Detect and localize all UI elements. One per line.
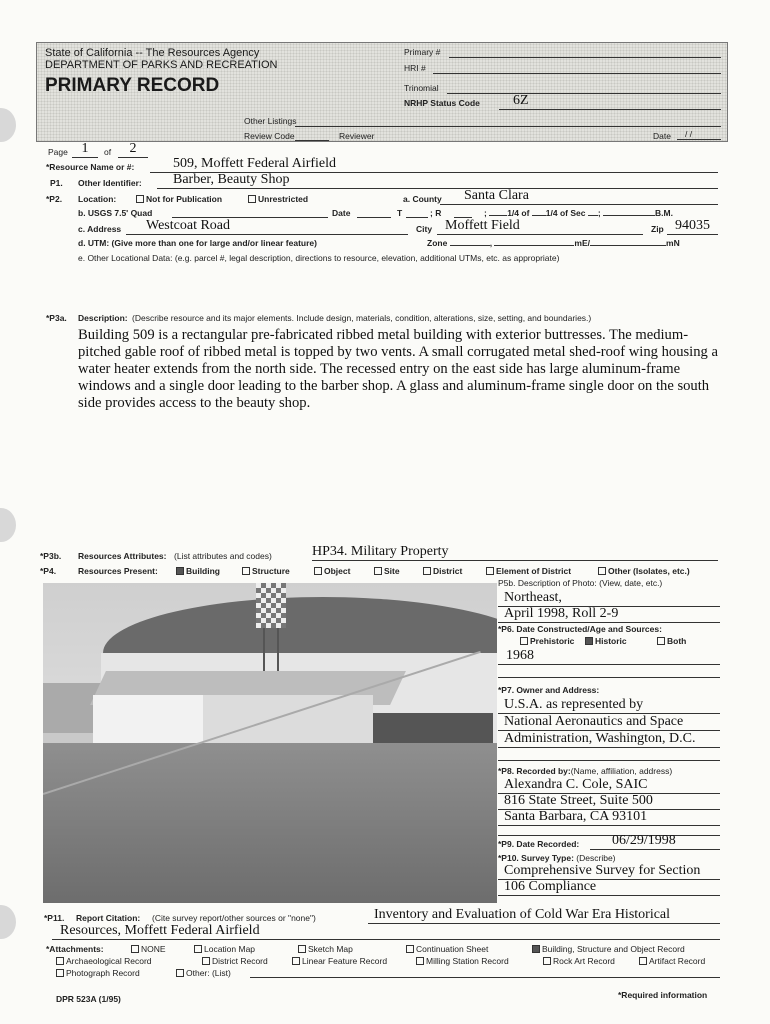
- p3a-label: Description:: [78, 313, 128, 323]
- p4-district-checkbox[interactable]: District: [423, 566, 462, 576]
- usgs-label: b. USGS 7.5' Quad: [78, 208, 153, 218]
- p1-num: P1.: [50, 178, 63, 188]
- recorded-by-line[interactable]: 816 State Street, Suite 500: [498, 793, 720, 810]
- utm-fields[interactable]: Zone , mE/ mN: [427, 238, 680, 248]
- p9-label: *P9. Date Recorded:: [498, 839, 580, 849]
- p3a-num: *P3a.: [46, 313, 67, 323]
- city-label: City: [416, 224, 433, 234]
- attach-other[interactable]: Other: (List): [176, 968, 231, 978]
- recorded-by-line[interactable]: Alexandra C. Cole, SAIC: [498, 777, 720, 794]
- building-photo: [43, 583, 497, 903]
- attach-rock-art[interactable]: Rock Art Record: [543, 956, 615, 966]
- p10-label: *P10. Survey Type: (Describe): [498, 853, 616, 863]
- form-title: PRIMARY RECORD: [45, 75, 220, 96]
- page-total: 2: [118, 141, 148, 158]
- department: DEPARTMENT OF PARKS AND RECREATION: [45, 59, 278, 71]
- p11-num: *P11.: [44, 913, 65, 923]
- page-current: 1: [72, 141, 98, 158]
- p3b-num: *P3b.: [40, 551, 62, 561]
- p4-element-of-district-checkbox[interactable]: Element of District: [486, 566, 571, 576]
- photo-description-line[interactable]: Northeast,: [498, 590, 720, 607]
- p4-num: *P4.: [40, 566, 57, 576]
- primary-label: Primary #: [404, 47, 441, 57]
- zip-label: Zip: [651, 224, 664, 234]
- p3b-hint: (List attributes and codes): [174, 551, 272, 561]
- attachments-label: *Attachments:: [46, 944, 104, 954]
- review-code-field[interactable]: [295, 140, 329, 141]
- address-label: c. Address: [78, 224, 122, 234]
- county-field[interactable]: Santa Clara: [440, 188, 718, 205]
- p4-other-checkbox[interactable]: Other (Isolates, etc.): [598, 566, 690, 576]
- attach-building-record[interactable]: Building, Structure and Object Record: [532, 944, 685, 954]
- recorded-by-line[interactable]: Santa Barbara, CA 93101: [498, 809, 720, 826]
- hri-label: HRI #: [404, 63, 426, 73]
- p11-hint: (Cite survey report/other sources or "none"): [152, 913, 316, 923]
- other-locational-data: e. Other Locational Data: (e.g. parcel #, legal description, directions to resource, elevation, additional UTMs, etc. as appropriate): [78, 253, 560, 263]
- attach-photograph[interactable]: Photograph Record: [56, 968, 140, 978]
- attach-location-map[interactable]: Location Map: [194, 944, 255, 954]
- date-label: Date: [653, 131, 671, 141]
- required-note: *Required information: [618, 990, 708, 1000]
- p11-label: Report Citation:: [76, 913, 141, 923]
- attach-archaeological[interactable]: Archaeological Record: [56, 956, 152, 966]
- survey-type-line[interactable]: Comprehensive Survey for Section: [498, 863, 720, 880]
- township-label: T: [397, 208, 403, 218]
- date-recorded-field[interactable]: 06/29/1998: [590, 833, 720, 850]
- p4-label: Resources Present:: [78, 566, 158, 576]
- nrhp-label: NRHP Status Code: [404, 98, 480, 108]
- p6-both-checkbox[interactable]: Both: [657, 636, 686, 646]
- hri-field[interactable]: [433, 73, 721, 74]
- p5b-label: P5b. Description of Photo: (View, date, etc.): [498, 578, 663, 588]
- owner-line[interactable]: Administration, Washington, D.C.: [498, 731, 720, 748]
- punch-hole: [0, 108, 16, 142]
- township-field[interactable]: [406, 217, 428, 218]
- attach-artifact[interactable]: Artifact Record: [639, 956, 705, 966]
- review-code-label: Review Code: [244, 131, 295, 141]
- p4-object-checkbox[interactable]: Object: [314, 566, 350, 576]
- owner-line-blank[interactable]: [498, 760, 720, 761]
- form-header: [36, 42, 728, 142]
- p2-num: *P2.: [46, 194, 63, 204]
- nrhp-status-code[interactable]: 6Z: [499, 93, 721, 110]
- attach-milling-station[interactable]: Milling Station Record: [416, 956, 509, 966]
- primary-field[interactable]: [449, 57, 721, 58]
- address-field[interactable]: Westcoat Road: [126, 218, 408, 235]
- resource-name-field[interactable]: 509, Moffett Federal Airfield: [150, 156, 718, 173]
- p6-historic-checkbox[interactable]: Historic: [585, 636, 627, 646]
- form-number: DPR 523A (1/95): [56, 994, 121, 1004]
- p4-building-checkbox[interactable]: Building: [176, 566, 220, 576]
- attach-other-field[interactable]: [250, 977, 720, 978]
- report-citation-line[interactable]: Inventory and Evaluation of Cold War Era Historical: [368, 907, 720, 924]
- owner-line[interactable]: National Aeronautics and Space: [498, 714, 720, 731]
- county-label: a. County: [403, 194, 442, 204]
- quarter-of-label: ; 1/4 of 1/4 of Sec ; B.M.: [484, 208, 673, 218]
- punch-hole: [0, 508, 16, 542]
- p6-prehistoric-checkbox[interactable]: Prehistoric: [520, 636, 574, 646]
- page-label: Page: [48, 147, 68, 157]
- not-for-publication-checkbox[interactable]: Not for Publication: [136, 194, 222, 204]
- p3a-hint: (Describe resource and its major elements. Include design, materials, condition, alterations, size, setting, and boundaries.): [132, 313, 592, 323]
- p4-site-checkbox[interactable]: Site: [374, 566, 400, 576]
- p4-structure-checkbox[interactable]: Structure: [242, 566, 290, 576]
- report-citation-line[interactable]: Resources, Moffett Federal Airfield: [52, 923, 720, 940]
- attach-linear-feature[interactable]: Linear Feature Record: [292, 956, 387, 966]
- other-identifier-field[interactable]: Barber, Beauty Shop: [157, 172, 718, 189]
- resource-name-label: *Resource Name or #:: [46, 162, 135, 172]
- survey-type-line[interactable]: 106 Compliance: [498, 879, 720, 896]
- range-label: ; R: [430, 208, 442, 218]
- attach-continuation-sheet[interactable]: Continuation Sheet: [406, 944, 488, 954]
- date-constructed-line2[interactable]: [498, 677, 720, 678]
- p6-label: *P6. Date Constructed/Age and Sources:: [498, 624, 662, 634]
- agency: State of California -- The Resources Agency: [45, 47, 260, 59]
- other-listings-field[interactable]: [295, 126, 721, 127]
- p7-label: *P7. Owner and Address:: [498, 685, 600, 695]
- owner-line[interactable]: U.S.A. as represented by: [498, 697, 720, 714]
- page-of: of: [104, 147, 112, 157]
- p1-label: Other Identifier:: [78, 178, 142, 188]
- photo-description-line[interactable]: April 1998, Roll 2-9: [498, 606, 720, 623]
- p3b-label: Resources Attributes:: [78, 551, 167, 561]
- date-constructed-field[interactable]: 1968: [498, 648, 720, 665]
- date-field[interactable]: / /: [677, 129, 721, 140]
- p2-label: Location:: [78, 194, 117, 204]
- attach-district[interactable]: District Record: [202, 956, 268, 966]
- trinomial-label: Trinomial: [404, 83, 439, 93]
- city-field[interactable]: Moffett Field: [437, 218, 643, 235]
- punch-hole: [0, 905, 16, 939]
- unrestricted-checkbox[interactable]: Unrestricted: [248, 194, 308, 204]
- other-listings-label: Other Listings: [244, 116, 297, 126]
- utm-label: d. UTM: (Give more than one for large and/or linear feature): [78, 238, 317, 248]
- usgs-date-label: Date: [332, 208, 351, 218]
- zip-field[interactable]: 94035: [667, 218, 718, 235]
- description-text: Building 509 is a rectangular pre-fabricated ribbed metal building with exterior buttresses. The medium-pitched gable roof of ribbed metal is topped by two vents. A small corrugated metal shed-roof wing housing a water heater extends from the north side. The recessed entry on the east side has large aluminum-frame windows and a single door leading to the barber shop. A glass and aluminum-frame single door on the south side provides access to the beauty shop.: [78, 327, 718, 411]
- reviewer-label: Reviewer: [339, 131, 375, 141]
- resource-attributes-field[interactable]: HP34. Military Property: [312, 544, 718, 561]
- attach-none[interactable]: NONE: [131, 944, 166, 954]
- attach-sketch-map[interactable]: Sketch Map: [298, 944, 353, 954]
- p8-label: *P8. Recorded by:(Name, affiliation, address): [498, 766, 673, 776]
